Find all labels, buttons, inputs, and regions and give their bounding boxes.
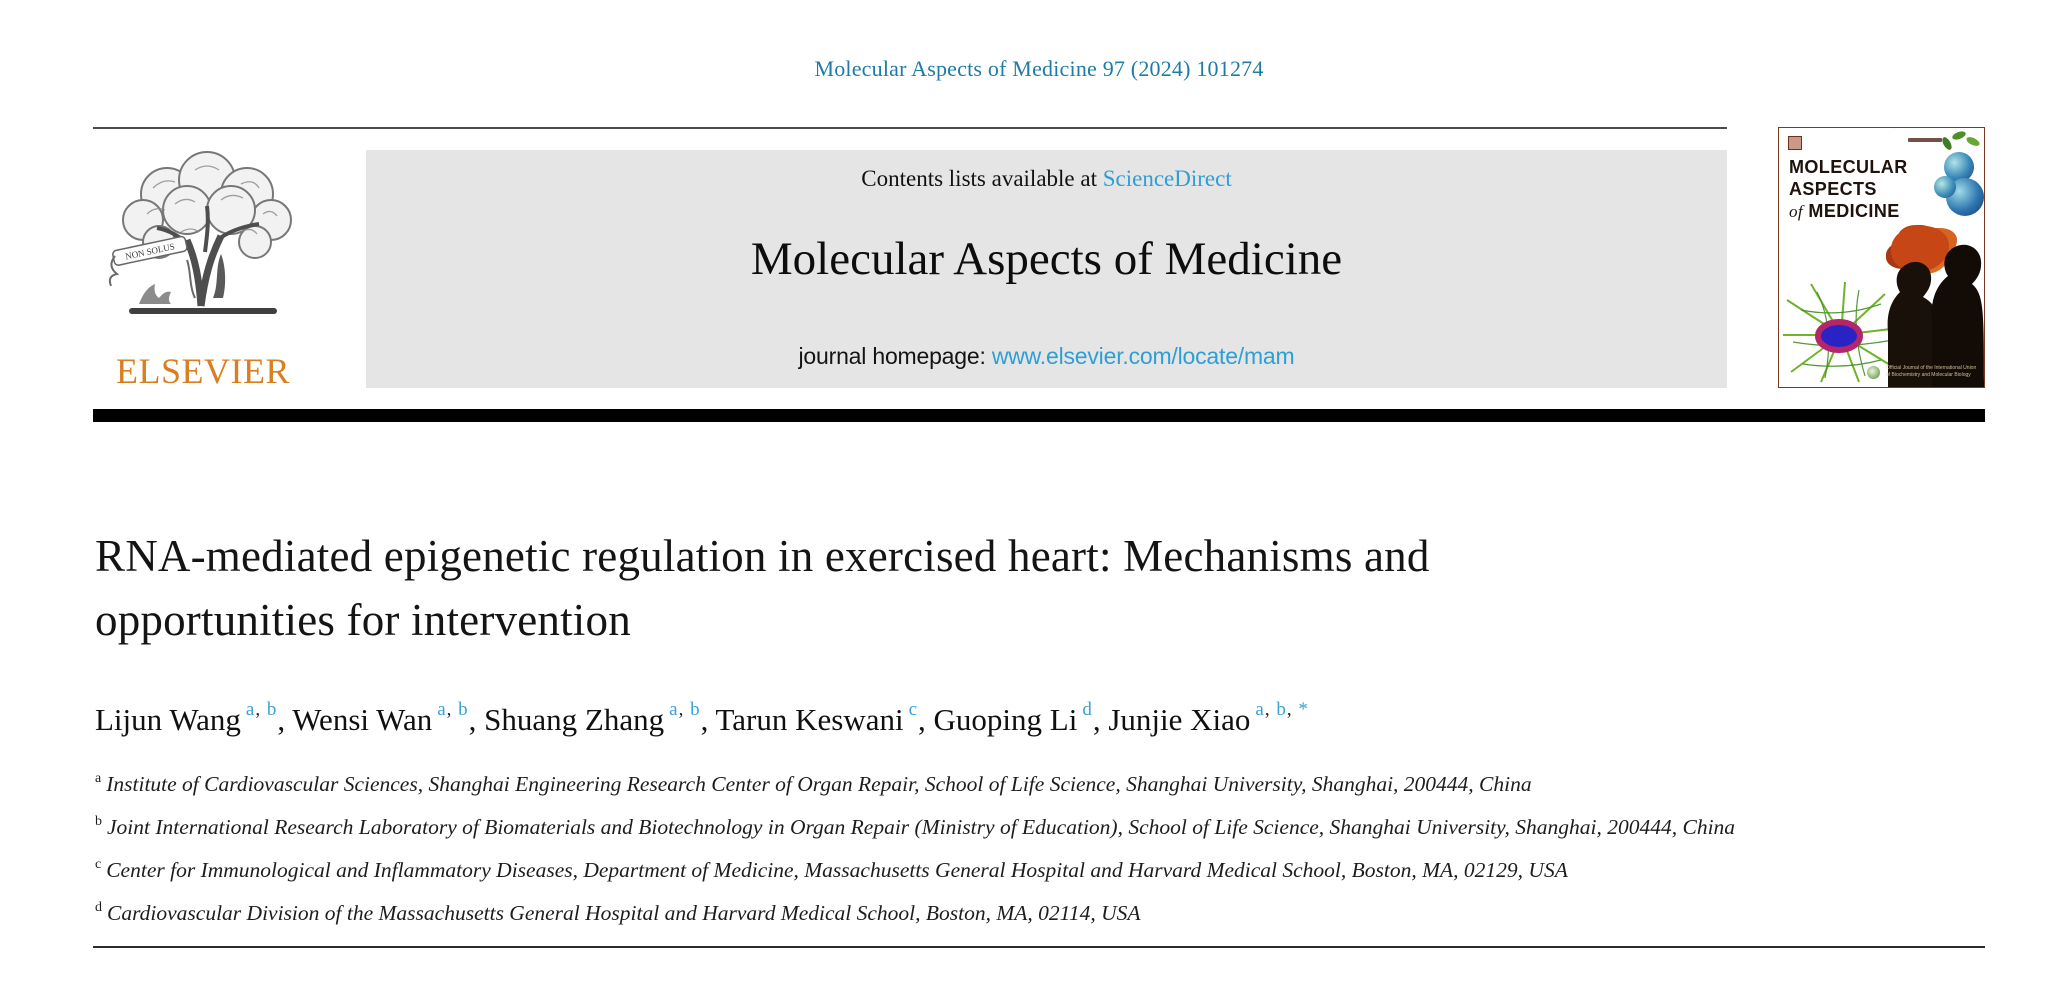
affiliation-text: Center for Immunological and Inflammatory Diseases, Department of Medicine, Massachusetts General Hospital and Harvard Medical School, Boston, MA, 02129, USA <box>106 858 1568 882</box>
affiliation-line <box>95 846 1763 889</box>
affiliation-list <box>95 760 1763 932</box>
contents-prefix-text: Contents lists available at <box>861 166 1103 191</box>
homepage-prefix-text: journal homepage: <box>798 343 992 369</box>
header-bottom-rule <box>93 946 1985 948</box>
affiliation-text: Institute of Cardiovascular Sciences, Shanghai Engineering Research Center of Organ Repair, School of Life Science, Shanghai University, Shanghai, 200444, China <box>106 772 1532 796</box>
homepage-line <box>366 343 1727 370</box>
author-affiliation-superscript: a, b <box>437 699 469 720</box>
masthead-top-rule <box>93 127 1727 129</box>
non-solus-motto: NON SOLUS <box>124 241 176 262</box>
affiliation-superscript: d <box>95 900 102 915</box>
affiliation-line <box>95 760 1763 803</box>
article-title <box>95 524 1815 652</box>
elsevier-wordmark: ELSEVIER <box>116 351 290 391</box>
affiliation-superscript: a <box>95 771 102 786</box>
author-affiliation-superscript: d <box>1082 699 1093 720</box>
author-list: Lijun Wang $^{a, b}$, Wensi Wan $^{a, b}$, Shuang Zhang $^{a, b}$, Tarun Keswani $^c$, Guoping Li $^d$, Junjie Xiao $^{a, b, *}$ <box>95 699 1309 737</box>
homepage-link[interactable]: www.elsevier.com/locate/mam <box>991 343 1295 369</box>
affiliation-superscript: c <box>95 857 102 872</box>
elsevier-logo <box>95 148 311 392</box>
masthead-bottom-bar <box>93 409 1985 422</box>
author-affiliation-superscript: a, b <box>669 699 701 720</box>
journal-title: Molecular Aspects of Medicine <box>750 233 1343 285</box>
journal-masthead-banner <box>366 150 1727 388</box>
vine-person-silhouette <box>213 254 225 298</box>
author-affiliation-superscript: a, b <box>245 699 278 720</box>
affiliation-superscript: b <box>95 814 102 829</box>
article-title-line2: opportunities for intervention <box>95 595 631 645</box>
contents-line <box>366 166 1727 192</box>
author-name: Junjie Xiao <box>1108 702 1251 737</box>
author-name: Guoping Li <box>933 702 1078 737</box>
journal-citation-link[interactable]: Molecular Aspects of Medicine 97 (2024) 101274 <box>814 56 1264 81</box>
author-name: Shuang Zhang <box>484 702 665 737</box>
cover-union-emblem <box>1867 366 1880 379</box>
affiliation-text: Cardiovascular Division of the Massachusetts General Hospital and Harvard Medical School, Boston, MA, 02114, USA <box>107 901 1141 925</box>
article-title-line1: RNA-mediated epigenetic regulation in exercised heart: Mechanisms and <box>95 531 1430 581</box>
author-name: Lijun Wang <box>95 702 241 737</box>
elsevier-tree-icon <box>95 148 311 348</box>
cover-people-silhouettes <box>1874 212 1984 387</box>
cover-caption: Official Journal of the International Union of Biochemistry and Molecular Biology <box>1886 365 1977 378</box>
cover-virus-sphere <box>1934 176 1956 198</box>
cover-elsevier-emblem <box>1788 136 1802 150</box>
author-affiliation-superscript: a, b, * <box>1255 699 1309 720</box>
cover-issn-text <box>1908 138 1942 142</box>
affiliation-text: Joint International Research Laboratory of Biomaterials and Biotechnology in Organ Repair (Ministry of Education), School of Life Science, Shanghai University, Shanghai, 200444, China <box>107 815 1736 839</box>
author-affiliation-superscript: c <box>908 699 919 720</box>
cover-journal-title: MOLECULAR ASPECTS of MEDICINE <box>1789 157 1908 221</box>
sciencedirect-link[interactable]: ScienceDirect <box>1102 166 1232 191</box>
affiliation-line <box>95 889 1763 932</box>
affiliation-line <box>95 803 1763 846</box>
journal-cover-image <box>1778 127 1985 388</box>
author-name: Tarun Keswani <box>715 702 904 737</box>
author-name: Wensi Wan <box>292 702 433 737</box>
